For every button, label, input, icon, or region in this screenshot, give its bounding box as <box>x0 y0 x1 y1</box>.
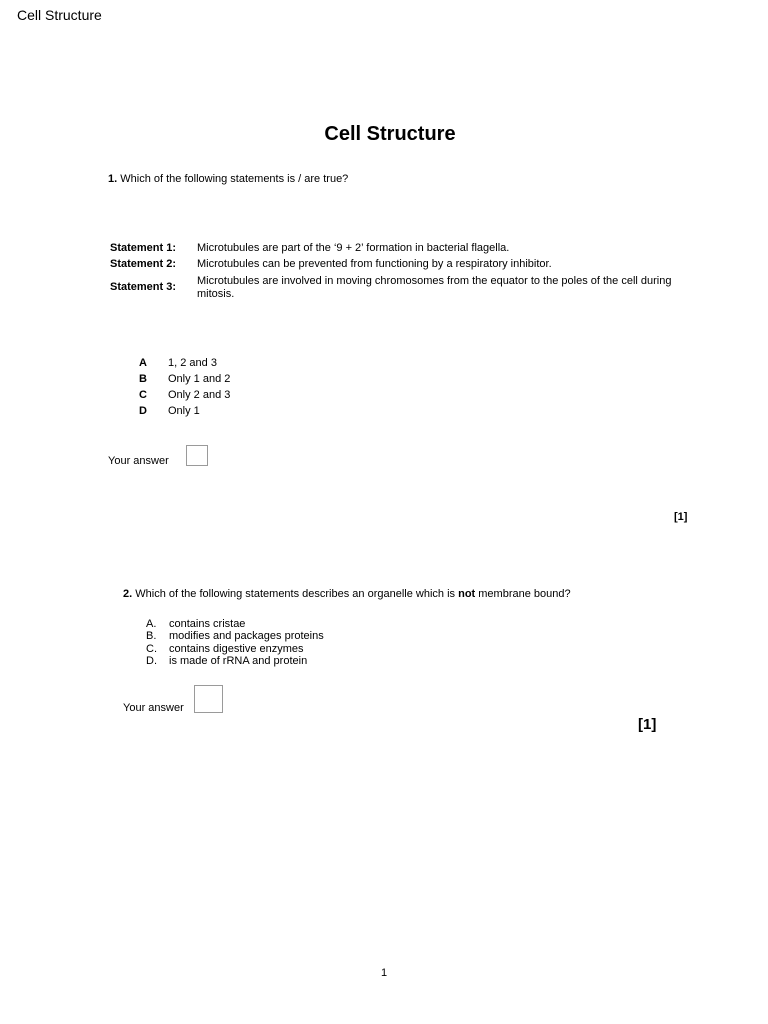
page-title: Cell Structure <box>324 123 456 145</box>
q2-option-c-text: contains digestive enzymes <box>169 643 304 655</box>
q1-answer-box[interactable] <box>186 445 208 466</box>
q2-option-d-text: is made of rRNA and protein <box>169 655 308 667</box>
question-1-number: 1. <box>108 173 118 185</box>
q2-option-a-letter: A. <box>146 618 157 630</box>
question-2-number: 2. <box>123 588 133 600</box>
q1-option-c-text: Only 2 and 3 <box>168 389 231 401</box>
q1-option-d-letter: D <box>139 405 147 417</box>
q1-marks: [1] <box>674 511 688 523</box>
question-2-text-before: Which of the following statements describes an organelle which is <box>135 588 456 600</box>
q1-option-b-text: Only 1 and 2 <box>168 373 231 385</box>
statement-3-label: Statement 3: <box>110 281 177 293</box>
q2-answer-box[interactable] <box>194 685 223 713</box>
q1-option-c-letter: C <box>139 389 147 401</box>
statement-1-label: Statement 1: <box>110 242 177 254</box>
q2-option-c-letter: C. <box>146 643 157 655</box>
q2-option-b-letter: B. <box>146 630 157 642</box>
q2-option-b-text: modifies and packages proteins <box>169 630 324 642</box>
statement-2-text: Microtubules can be prevented from functioning by a respiratory inhibitor. <box>197 258 552 270</box>
question-2-text-after: membrane bound? <box>478 588 571 600</box>
q2-option-d-letter: D. <box>146 655 157 667</box>
q1-option-d-text: Only 1 <box>168 405 200 417</box>
running-header: Cell Structure <box>17 7 102 23</box>
q1-option-a-letter: A <box>139 357 147 369</box>
statement-2-label: Statement 2: <box>110 258 177 270</box>
q1-answer-label: Your answer <box>108 455 169 467</box>
page-number: 1 <box>380 967 388 979</box>
q2-option-a-text: contains cristae <box>169 618 246 630</box>
question-1-prompt <box>108 173 348 185</box>
question-2-prompt <box>123 588 571 600</box>
question-1-text: Which of the following statements is / are true? <box>120 173 349 185</box>
q1-option-b-letter: B <box>139 373 147 385</box>
q2-answer-label: Your answer <box>123 702 184 714</box>
question-2-text-bold: not <box>458 588 476 600</box>
q2-marks: [1] <box>638 716 657 733</box>
statement-1-text: Microtubules are part of the ‘9 + 2’ formation in bacterial flagella. <box>197 242 510 254</box>
statement-3-text: Microtubules are involved in moving chromosomes from the equator to the poles of the cell during mitosis. <box>197 275 672 300</box>
q1-option-a-text: 1, 2 and 3 <box>168 357 217 369</box>
